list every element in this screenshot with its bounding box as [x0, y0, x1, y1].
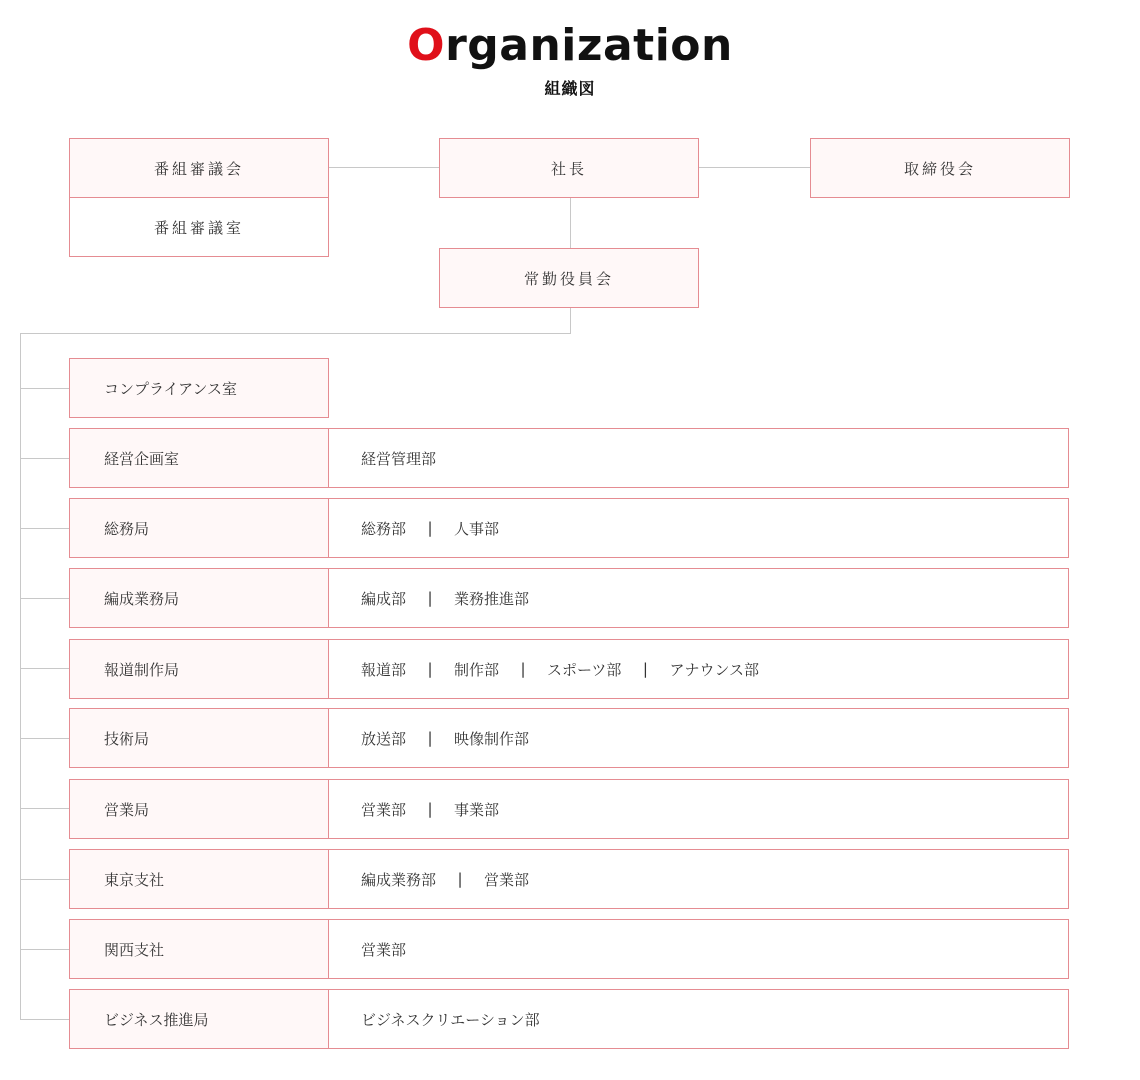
department: 営業部 — [361, 940, 407, 959]
bureau-name: 経営企画室 — [70, 429, 329, 487]
connector-branch-row-5 — [20, 738, 69, 739]
department-list — [329, 429, 1068, 487]
department: 編成部 — [361, 589, 407, 608]
bureau-name: 報道制作局 — [70, 640, 329, 698]
department-separator: | — [427, 729, 433, 747]
department-list — [329, 850, 1068, 908]
department-list — [329, 640, 1068, 698]
bureau-row — [69, 919, 1069, 979]
connector-president-executive — [570, 198, 571, 248]
connector-executive-down — [570, 307, 571, 333]
bureau-name: 技術局 — [70, 709, 329, 767]
department-separator: | — [427, 519, 433, 537]
bureau-name: ビジネス推進局 — [70, 990, 329, 1048]
node-program-council-office: 番組審議室 — [69, 197, 329, 257]
department: 経営管理部 — [361, 449, 437, 468]
connector-branch-row-8 — [20, 949, 69, 950]
connector-council-president — [329, 167, 439, 168]
bureau-name: 営業局 — [70, 780, 329, 838]
title-rest: rganization — [445, 20, 733, 71]
bureau-row — [69, 498, 1069, 558]
department-separator: | — [642, 660, 648, 678]
department-separator: | — [457, 870, 463, 888]
department: アナウンス部 — [669, 660, 759, 679]
bureau-row — [69, 708, 1069, 768]
department: ビジネスクリエーション部 — [361, 1010, 540, 1029]
bureau-row — [69, 989, 1069, 1049]
department: 営業部 — [484, 870, 530, 889]
department-list — [329, 780, 1068, 838]
department-list — [329, 709, 1068, 767]
bureau-name: 編成業務局 — [70, 569, 329, 627]
department: 営業部 — [361, 800, 407, 819]
department: 人事部 — [454, 519, 500, 538]
bureau-row — [69, 639, 1069, 699]
connector-branch-row-6 — [20, 808, 69, 809]
department-separator: | — [427, 660, 433, 678]
department: 制作部 — [454, 660, 500, 679]
connector-branch-row-1 — [20, 458, 69, 459]
department: 事業部 — [454, 800, 500, 819]
department: 映像制作部 — [454, 729, 530, 748]
connector-president-board — [699, 167, 810, 168]
connector-horizontal-trunk — [20, 333, 571, 334]
connector-vertical-trunk — [20, 333, 21, 1019]
page-subtitle: 組織図 — [544, 79, 596, 98]
connector-branch-row-3 — [20, 598, 69, 599]
page-title — [0, 18, 1140, 74]
department-separator: | — [427, 800, 433, 818]
department-list — [329, 499, 1068, 557]
bureau-name: 東京支社 — [70, 850, 329, 908]
connector-branch-row-4 — [20, 668, 69, 669]
department: 編成業務部 — [361, 870, 437, 889]
bureau-name: 総務局 — [70, 499, 329, 557]
department: スポーツ部 — [547, 660, 622, 679]
node-president: 社長 — [439, 138, 699, 198]
node-executive-committee: 常勤役員会 — [439, 248, 699, 308]
department: 総務部 — [361, 519, 407, 538]
title-accent-letter: O — [407, 20, 446, 71]
department-separator: | — [427, 589, 433, 607]
bureau-row — [69, 428, 1069, 488]
department-list — [329, 920, 1068, 978]
connector-branch-compliance — [20, 388, 69, 389]
bureau-row — [69, 779, 1069, 839]
node-program-council: 番組審議会 — [69, 138, 329, 198]
department-separator: | — [520, 660, 526, 678]
department-list — [329, 569, 1068, 627]
department: 報道部 — [361, 660, 407, 679]
department: 放送部 — [361, 729, 407, 748]
department: 業務推進部 — [454, 589, 530, 608]
bureau-name: 関西支社 — [70, 920, 329, 978]
bureau-row — [69, 568, 1069, 628]
connector-branch-row-2 — [20, 528, 69, 529]
connector-branch-row-7 — [20, 879, 69, 880]
department-list — [329, 990, 1068, 1048]
bureau-row — [69, 849, 1069, 909]
node-board-of-directors: 取締役会 — [810, 138, 1070, 198]
connector-branch-row-9 — [20, 1019, 69, 1020]
node-compliance-office: コンプライアンス室 — [69, 358, 329, 418]
